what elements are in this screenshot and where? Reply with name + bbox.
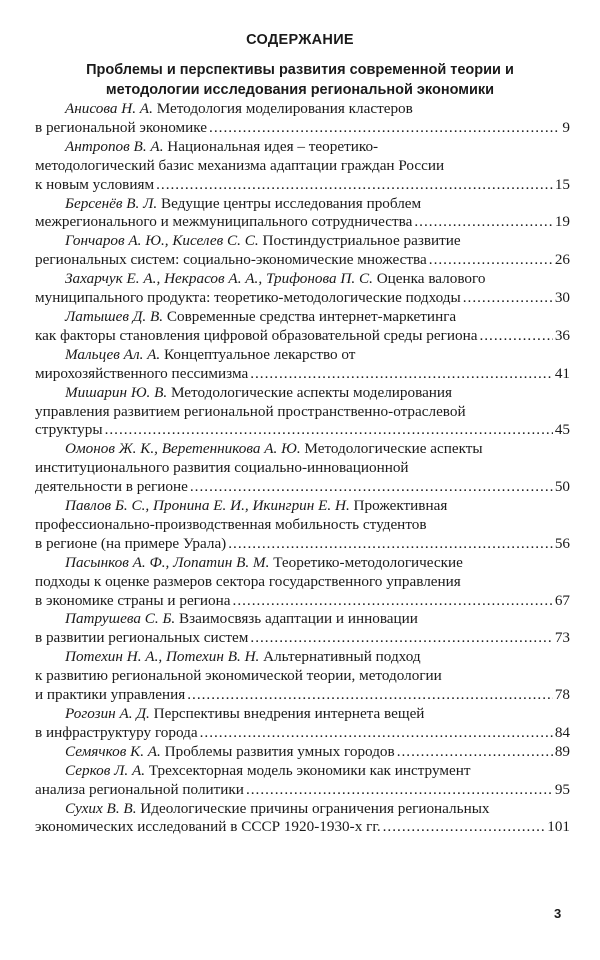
- dot-leader: [228, 535, 553, 554]
- toc-entry-title: Идеологические причины ограничения региональных: [140, 799, 490, 817]
- toc-entry[interactable]: [35, 100, 570, 138]
- toc-entry-page-number: 19: [554, 213, 570, 231]
- dot-leader: [383, 818, 546, 837]
- section-title: Проблемы и перспективы развития современной теории и методологии исследования региональной экономики: [86, 62, 514, 98]
- toc-entry-title: Методологические аспекты моделирования: [170, 383, 453, 401]
- toc-entry-line: [35, 157, 570, 176]
- toc-entry-title: в развитии региональных систем: [35, 629, 249, 647]
- dot-leader: [397, 743, 553, 762]
- dot-leader: [250, 629, 552, 648]
- toc-entry-line: [35, 800, 570, 819]
- toc-entry-line: [35, 724, 570, 743]
- toc-entry-text: [35, 781, 244, 800]
- table-of-contents: [35, 100, 570, 837]
- toc-entry[interactable]: [35, 497, 570, 554]
- toc-entry-text: [65, 743, 395, 762]
- toc-entry-page-number: 73: [554, 629, 570, 647]
- toc-entry-authors: Семячков К. А.: [65, 742, 161, 760]
- toc-entry-text: [35, 421, 103, 440]
- toc-entry-page-number: 84: [554, 723, 570, 741]
- toc-entry-title: подходы к оценке размеров сектора государственного управления: [35, 572, 461, 590]
- dot-leader: [156, 176, 553, 195]
- toc-entry-line: [35, 743, 570, 762]
- toc-entry-text: [35, 213, 412, 232]
- toc-entry[interactable]: [35, 648, 570, 705]
- toc-entry-page-number: 15: [554, 175, 570, 193]
- dot-leader: [105, 421, 553, 440]
- toc-entry-authors: Павлов Б. С., Пронина Е. И., Икингрин Е. Н.: [65, 497, 350, 515]
- toc-entry-line: [35, 365, 570, 384]
- toc-entry-page-number: 26: [554, 251, 570, 269]
- toc-entry-line: [35, 195, 570, 214]
- toc-entry-line: [35, 648, 570, 667]
- toc-entry-title: Оценка валового: [376, 270, 486, 288]
- toc-entry[interactable]: [35, 232, 570, 270]
- toc-entry-title: Альтернативный подход: [263, 648, 421, 666]
- toc-entry-text: [35, 251, 427, 270]
- toc-entry-authors: Мальцев Ал. А.: [65, 345, 161, 363]
- toc-entry[interactable]: [35, 610, 570, 648]
- toc-entry-line: [35, 421, 570, 440]
- toc-entry-line: [35, 270, 570, 289]
- toc-entry-page-number: 41: [554, 364, 570, 382]
- toc-entry[interactable]: [35, 308, 570, 346]
- toc-entry-text: [35, 818, 381, 837]
- toc-entry-line: [35, 289, 570, 308]
- toc-entry-authors: Анисова Н. А.: [65, 100, 153, 117]
- toc-entry-title: и практики управления: [35, 686, 186, 704]
- toc-entry[interactable]: [35, 270, 570, 308]
- toc-entry-line: [35, 459, 570, 478]
- toc-entry-title: профессионально-производственная мобильность студентов: [35, 515, 427, 533]
- toc-entry[interactable]: [35, 138, 570, 195]
- toc-entry-authors: Берсенёв В. Л.: [65, 194, 158, 212]
- toc-entry-title: Ведущие центры исследования проблем: [161, 194, 422, 212]
- toc-entry-line: [35, 346, 570, 365]
- toc-entry-title: мирохозяйственного пессимизма: [35, 364, 249, 382]
- toc-entry-title: Трехсекторная модель экономики как инструмент: [148, 761, 471, 779]
- toc-entry-authors: Латышев Д. В.: [65, 307, 164, 325]
- toc-entry-page-number: 50: [554, 478, 570, 496]
- toc-entry-line: [35, 610, 570, 629]
- toc-entry-line: [35, 478, 570, 497]
- toc-entry-title: муниципального продукта: теоретико-методологические подходы: [35, 289, 461, 307]
- toc-entry-line: [35, 138, 570, 157]
- toc-entry-line: [35, 232, 570, 251]
- toc-entry-line: [35, 762, 570, 781]
- toc-entry-authors: Потехин Н. А., Потехин В. Н.: [65, 648, 260, 666]
- toc-entry-text: [35, 592, 231, 611]
- toc-entry-line: [35, 705, 570, 724]
- toc-entry-title: Методология моделирования кластеров: [156, 100, 413, 117]
- toc-entry-title: как факторы становления цифровой образовательной среды региона: [35, 326, 478, 344]
- toc-entry-title: в экономике страны и региона: [35, 591, 231, 609]
- toc-entry-text: [35, 686, 185, 705]
- toc-entry-title: методологический базис механизма адаптации граждан России: [35, 156, 445, 174]
- toc-entry-title: Национальная идея – теоретико-: [167, 137, 379, 155]
- toc-entry-text: [35, 289, 461, 308]
- toc-entry-title: в инфраструктуру города: [35, 723, 198, 741]
- toc-entry-title: к развитию региональной экономической теории, методологии: [35, 667, 442, 685]
- toc-entry-title: Теоретико-методологические: [273, 553, 463, 571]
- dot-leader: [246, 781, 553, 800]
- dot-leader: [233, 592, 553, 611]
- dot-leader: [429, 251, 553, 270]
- toc-entry-title: анализа региональной политики: [35, 780, 244, 798]
- toc-entry-title: Взаимосвязь адаптации и инновации: [179, 610, 418, 628]
- toc-entry-line: [35, 686, 570, 705]
- toc-entry[interactable]: [35, 705, 570, 743]
- toc-entry-text: [35, 365, 248, 384]
- toc-entry-title: Методологические аспекты: [304, 440, 483, 458]
- toc-entry-text: [35, 535, 226, 554]
- toc-entry-authors: Антропов В. А.: [65, 137, 164, 155]
- toc-entry-authors: Омонов Ж. К., Веретенникова А. Ю.: [65, 440, 301, 458]
- toc-entry[interactable]: [35, 554, 570, 611]
- toc-entry-page-number: 78: [554, 686, 570, 704]
- dot-leader: [187, 686, 553, 705]
- toc-entry[interactable]: [35, 384, 570, 441]
- dot-leader: [209, 119, 560, 138]
- toc-entry-authors: Патрушева С. Б.: [65, 610, 176, 628]
- toc-entry-page-number: 67: [554, 591, 570, 609]
- toc-entry[interactable]: [35, 743, 570, 762]
- toc-entry-page-number: 36: [554, 326, 570, 344]
- dot-leader: [414, 213, 552, 232]
- toc-entry[interactable]: [35, 800, 570, 838]
- toc-entry-line: [35, 535, 570, 554]
- page-number: 3: [554, 906, 562, 921]
- toc-entry-line: [35, 554, 570, 573]
- toc-entry-page-number: 95: [554, 780, 570, 798]
- toc-entry-authors: Захарчук Е. А., Некрасов А. А., Трифонова П. С.: [65, 270, 373, 288]
- toc-entry-text: [35, 119, 207, 138]
- toc-entry-authors: Рогозин А. Д.: [65, 705, 150, 722]
- toc-entry-page-number: 9: [562, 118, 570, 136]
- dot-leader: [200, 724, 553, 743]
- toc-entry[interactable]: [35, 762, 570, 800]
- toc-entry-line: [35, 781, 570, 800]
- toc-entry[interactable]: [35, 195, 570, 233]
- toc-entry[interactable]: [35, 440, 570, 497]
- toc-entry-line: [35, 516, 570, 535]
- toc-entry-line: [35, 119, 570, 138]
- toc-entry-title: экономических исследований в СССР 1920-1930-х гг.: [35, 818, 381, 836]
- toc-entry-title: Прожективная: [353, 497, 448, 515]
- toc-entry-line: [35, 403, 570, 422]
- toc-entry-line: [35, 251, 570, 270]
- toc-entry-authors: Серков Л. А.: [65, 761, 146, 779]
- toc-entry-authors: Сухих В. В.: [65, 799, 137, 817]
- toc-entry-authors: Пасынков А. Ф., Лопатин В. М.: [65, 553, 270, 571]
- toc-entry-line: [35, 818, 570, 837]
- toc-entry-line: [35, 384, 570, 403]
- toc-entry-title: Перспективы внедрения интернета вещей: [153, 705, 425, 722]
- toc-entry-text: [35, 724, 198, 743]
- toc-entry-page-number: 30: [554, 289, 570, 307]
- dot-leader: [463, 289, 553, 308]
- toc-entry-line: [35, 592, 570, 611]
- toc-entry-text: [35, 176, 154, 195]
- toc-entry-title: деятельности в регионе: [35, 478, 188, 496]
- toc-entry-line: [35, 327, 570, 346]
- toc-entry-title: структуры: [35, 421, 103, 439]
- toc-entry-page-number: 45: [554, 421, 570, 439]
- toc-entry-page-number: 89: [554, 742, 570, 760]
- toc-entry-line: [35, 497, 570, 516]
- toc-entry-title: межрегионального и межмуниципального сотрудничества: [35, 213, 413, 231]
- toc-entry-title: к новым условиям: [35, 175, 155, 193]
- toc-entry-title: институционального развития социально-инновационной: [35, 459, 409, 477]
- toc-entry-page-number: 101: [547, 818, 570, 836]
- toc-entry-line: [35, 100, 570, 119]
- dot-leader: [479, 327, 552, 346]
- toc-entry-text: [35, 327, 477, 346]
- toc-entry-line: [35, 176, 570, 195]
- toc-entry-title: Концептуальное лекарство от: [164, 345, 356, 363]
- toc-entry-line: [35, 629, 570, 648]
- toc-entry-authors: Гончаров А. Ю., Киселев С. С.: [65, 232, 259, 250]
- toc-entry-line: [35, 308, 570, 327]
- dot-leader: [190, 478, 553, 497]
- toc-entry-text: [35, 478, 188, 497]
- toc-entry-title: Проблемы развития умных городов: [164, 742, 395, 760]
- toc-entry[interactable]: [35, 346, 570, 384]
- toc-entry-page-number: 56: [554, 534, 570, 552]
- toc-entry-line: [35, 573, 570, 592]
- toc-entry-text: [35, 629, 248, 648]
- toc-entry-title: Постиндустриальное развитие: [262, 232, 461, 250]
- page-heading: СОДЕРЖАНИЕ: [246, 32, 354, 48]
- toc-entry-title: в региональной экономике: [35, 118, 208, 136]
- toc-entry-title: управления развитием региональной пространственно-отраслевой: [35, 402, 466, 420]
- toc-entry-title: Современные средства интернет-маркетинга: [166, 307, 457, 325]
- toc-entry-line: [35, 213, 570, 232]
- toc-entry-authors: Мишарин Ю. В.: [65, 383, 168, 401]
- toc-entry-line: [35, 440, 570, 459]
- toc-entry-title: региональных систем: социально-экономические множества: [35, 251, 427, 269]
- toc-entry-title: в регионе (на примере Урала): [35, 534, 227, 552]
- dot-leader: [250, 365, 553, 384]
- toc-entry-line: [35, 667, 570, 686]
